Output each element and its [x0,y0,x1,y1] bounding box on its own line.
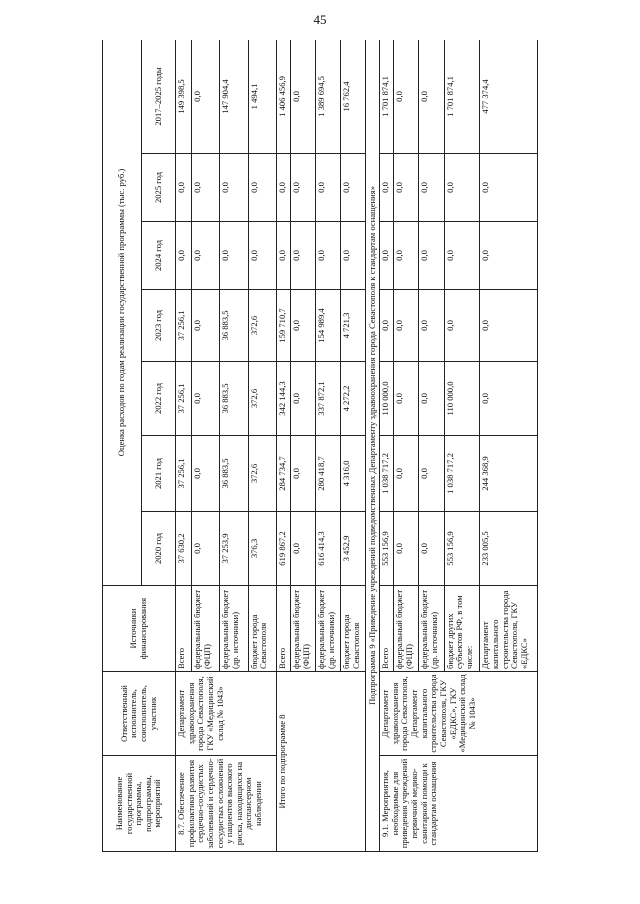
value-cell: 37 253,9 [220,512,248,586]
source-cell: Всего [276,586,290,672]
value-cell: 0,0 [192,436,220,512]
row91-responsible: Департамент здравоохранения города Севастополя, Департамент капитального строительства города Севастополя, ГКУ «ЕДКС», ГКУ «Медицинский склад № 1043» [380,672,538,756]
value-cell: 0,0 [291,290,316,362]
header-source: Источники финансирования [103,586,176,672]
value-cell: 3 452,9 [341,512,366,586]
value-cell: 4 721,3 [341,290,366,362]
source-cell: федеральный бюджет (ФЦП) [192,586,220,672]
value-cell: 0,0 [248,222,276,290]
value-cell: 0,0 [291,222,316,290]
header-year: 2025 год [142,154,176,222]
source-cell: федеральный бюджет (ФЦП) [291,586,316,672]
value-cell: 37 256,1 [176,290,192,362]
row91-name: 9.1. Мероприятия, необходимые для приведения учреждений первичной медико-санитарной помощи к стандартам оснащения [380,756,538,852]
value-cell: 0,0 [341,154,366,222]
header-responsible: Ответственный исполнитель, соисполнитель, участник [103,672,176,756]
value-cell: 244 368,9 [480,436,538,512]
value-cell: 280 418,7 [316,436,341,512]
value-cell: 0,0 [394,512,419,586]
source-cell: Всего [380,586,394,672]
value-cell: 0,0 [419,290,444,362]
value-cell: 0,0 [192,222,220,290]
row87-name: 8.7. Обеспечение профилактики развития сердечно-сосудистых заболеваний и сердечно-сосудистых осложнений у пациентов высокого риска, находящихся на диспансерном наблюдении [176,756,277,852]
value-cell: 1 389 694,5 [316,40,341,154]
value-cell: 1 494,1 [248,40,276,154]
value-cell: 0,0 [394,362,419,436]
value-cell: 553 156,9 [444,512,480,586]
value-cell: 372,6 [248,362,276,436]
value-cell: 4 316,0 [341,436,366,512]
value-cell: 372,6 [248,290,276,362]
header-year: 2022 год [142,362,176,436]
value-cell: 1 406 456,9 [276,40,290,154]
value-cell: 37 256,1 [176,436,192,512]
value-cell: 0,0 [419,436,444,512]
value-cell: 0,0 [291,512,316,586]
source-cell: бюджет других субъектов РФ, в том числе: [444,586,480,672]
source-cell: федеральный бюджет (др. источники) [316,586,341,672]
value-cell: 0,0 [341,222,366,290]
value-cell: 0,0 [394,290,419,362]
value-cell: 0,0 [394,154,419,222]
value-cell: 0,0 [480,290,538,362]
row87-responsible: Департамент здравоохранения города Севастополя, ГКУ «Медицинский склад № 1043» [176,672,277,756]
value-cell: 0,0 [276,154,290,222]
value-cell: 0,0 [176,154,192,222]
value-cell: 0,0 [419,362,444,436]
header-year: 2024 год [142,222,176,290]
value-cell: 0,0 [220,222,248,290]
value-cell: 337 872,1 [316,362,341,436]
value-cell: 0,0 [192,154,220,222]
value-cell: 0,0 [192,40,220,154]
value-cell: 0,0 [394,436,419,512]
value-cell: 342 144,3 [276,362,290,436]
value-cell: 616 414,3 [316,512,341,586]
value-cell: 159 710,7 [276,290,290,362]
value-cell: 233 005,5 [480,512,538,586]
subprogram9-title: Подпрограмма 9 «Приведение учреждений подведомственных Департаменту здравоохранения города Севастополя к стандартам оснащения» [366,40,380,852]
value-cell: 149 398,5 [176,40,192,154]
value-cell: 553 156,9 [380,512,394,586]
value-cell: 0,0 [248,154,276,222]
value-cell: 0,0 [480,222,538,290]
value-cell: 0,0 [276,222,290,290]
value-cell: 147 904,4 [220,40,248,154]
value-cell: 0,0 [380,222,394,290]
source-cell: федеральный бюджет (ФЦП) [394,586,419,672]
rotated-table-area [102,40,538,852]
value-cell: 1 038 717,2 [380,436,394,512]
value-cell: 0,0 [444,154,480,222]
table-row [380,40,394,852]
value-cell: 36 883,5 [220,362,248,436]
value-cell: 0,0 [419,512,444,586]
value-cell: 0,0 [192,362,220,436]
value-cell: 0,0 [444,222,480,290]
value-cell: 0,0 [394,40,419,154]
source-cell: федеральный бюджет (др. источники) [419,586,444,672]
value-cell: 0,0 [316,154,341,222]
value-cell: 1 038 717,2 [444,436,480,512]
value-cell: 0,0 [176,222,192,290]
value-cell: 0,0 [291,154,316,222]
value-cell: 372,6 [248,436,276,512]
header-year: 2020 год [142,512,176,586]
value-cell: 0,0 [380,290,394,362]
table-row [366,40,380,852]
value-cell: 376,3 [248,512,276,586]
table-row [176,40,192,852]
value-cell: 0,0 [192,290,220,362]
value-cell: 37 630,2 [176,512,192,586]
value-cell: 0,0 [394,222,419,290]
header-year: 2023 год [142,290,176,362]
value-cell: 37 256,1 [176,362,192,436]
value-cell: 0,0 [291,362,316,436]
value-cell: 0,0 [220,154,248,222]
source-cell: Всего [176,586,192,672]
table-row [276,40,290,852]
value-cell: 1 701 874,1 [380,40,394,154]
value-cell: 0,0 [444,290,480,362]
source-cell: Департамент капитального строительства города Севастополя, ГКУ «ЕДКС» [480,586,538,672]
value-cell: 16 762,4 [341,40,366,154]
header-year: 2021 год [142,436,176,512]
value-cell: 110 000,0 [380,362,394,436]
value-cell: 0,0 [419,154,444,222]
source-cell: бюджет города Севастополя [248,586,276,672]
value-cell: 36 883,5 [220,290,248,362]
source-cell: федеральный бюджет (др. источники) [220,586,248,672]
value-cell: 619 867,2 [276,512,290,586]
header-estimate: Оценка расходов по годам реализации государственной программы (тыс. руб.) [103,40,142,586]
value-cell: 0,0 [380,154,394,222]
source-cell: бюджет города Севастополя [341,586,366,672]
value-cell: 0,0 [291,436,316,512]
budget-table [102,40,538,852]
value-cell: 284 734,7 [276,436,290,512]
value-cell: 0,0 [480,154,538,222]
value-cell: 477 374,4 [480,40,538,154]
total8-name: Итого по подпрограмме 8 [276,672,365,852]
value-cell: 110 000,0 [444,362,480,436]
value-cell: 4 272,2 [341,362,366,436]
value-cell: 0,0 [316,222,341,290]
value-cell: 0,0 [419,222,444,290]
value-cell: 1 701 874,1 [444,40,480,154]
value-cell: 0,0 [480,362,538,436]
page-number: 45 [313,12,327,27]
value-cell: 0,0 [291,40,316,154]
value-cell: 0,0 [419,40,444,154]
value-cell: 0,0 [192,512,220,586]
value-cell: 36 883,5 [220,436,248,512]
rotated-table-container [102,40,538,852]
value-cell: 154 989,4 [316,290,341,362]
header-name: Наименование государственной программы, подпрограммы, мероприятий [103,756,176,852]
header-year: 2017–2025 годы [142,40,176,154]
